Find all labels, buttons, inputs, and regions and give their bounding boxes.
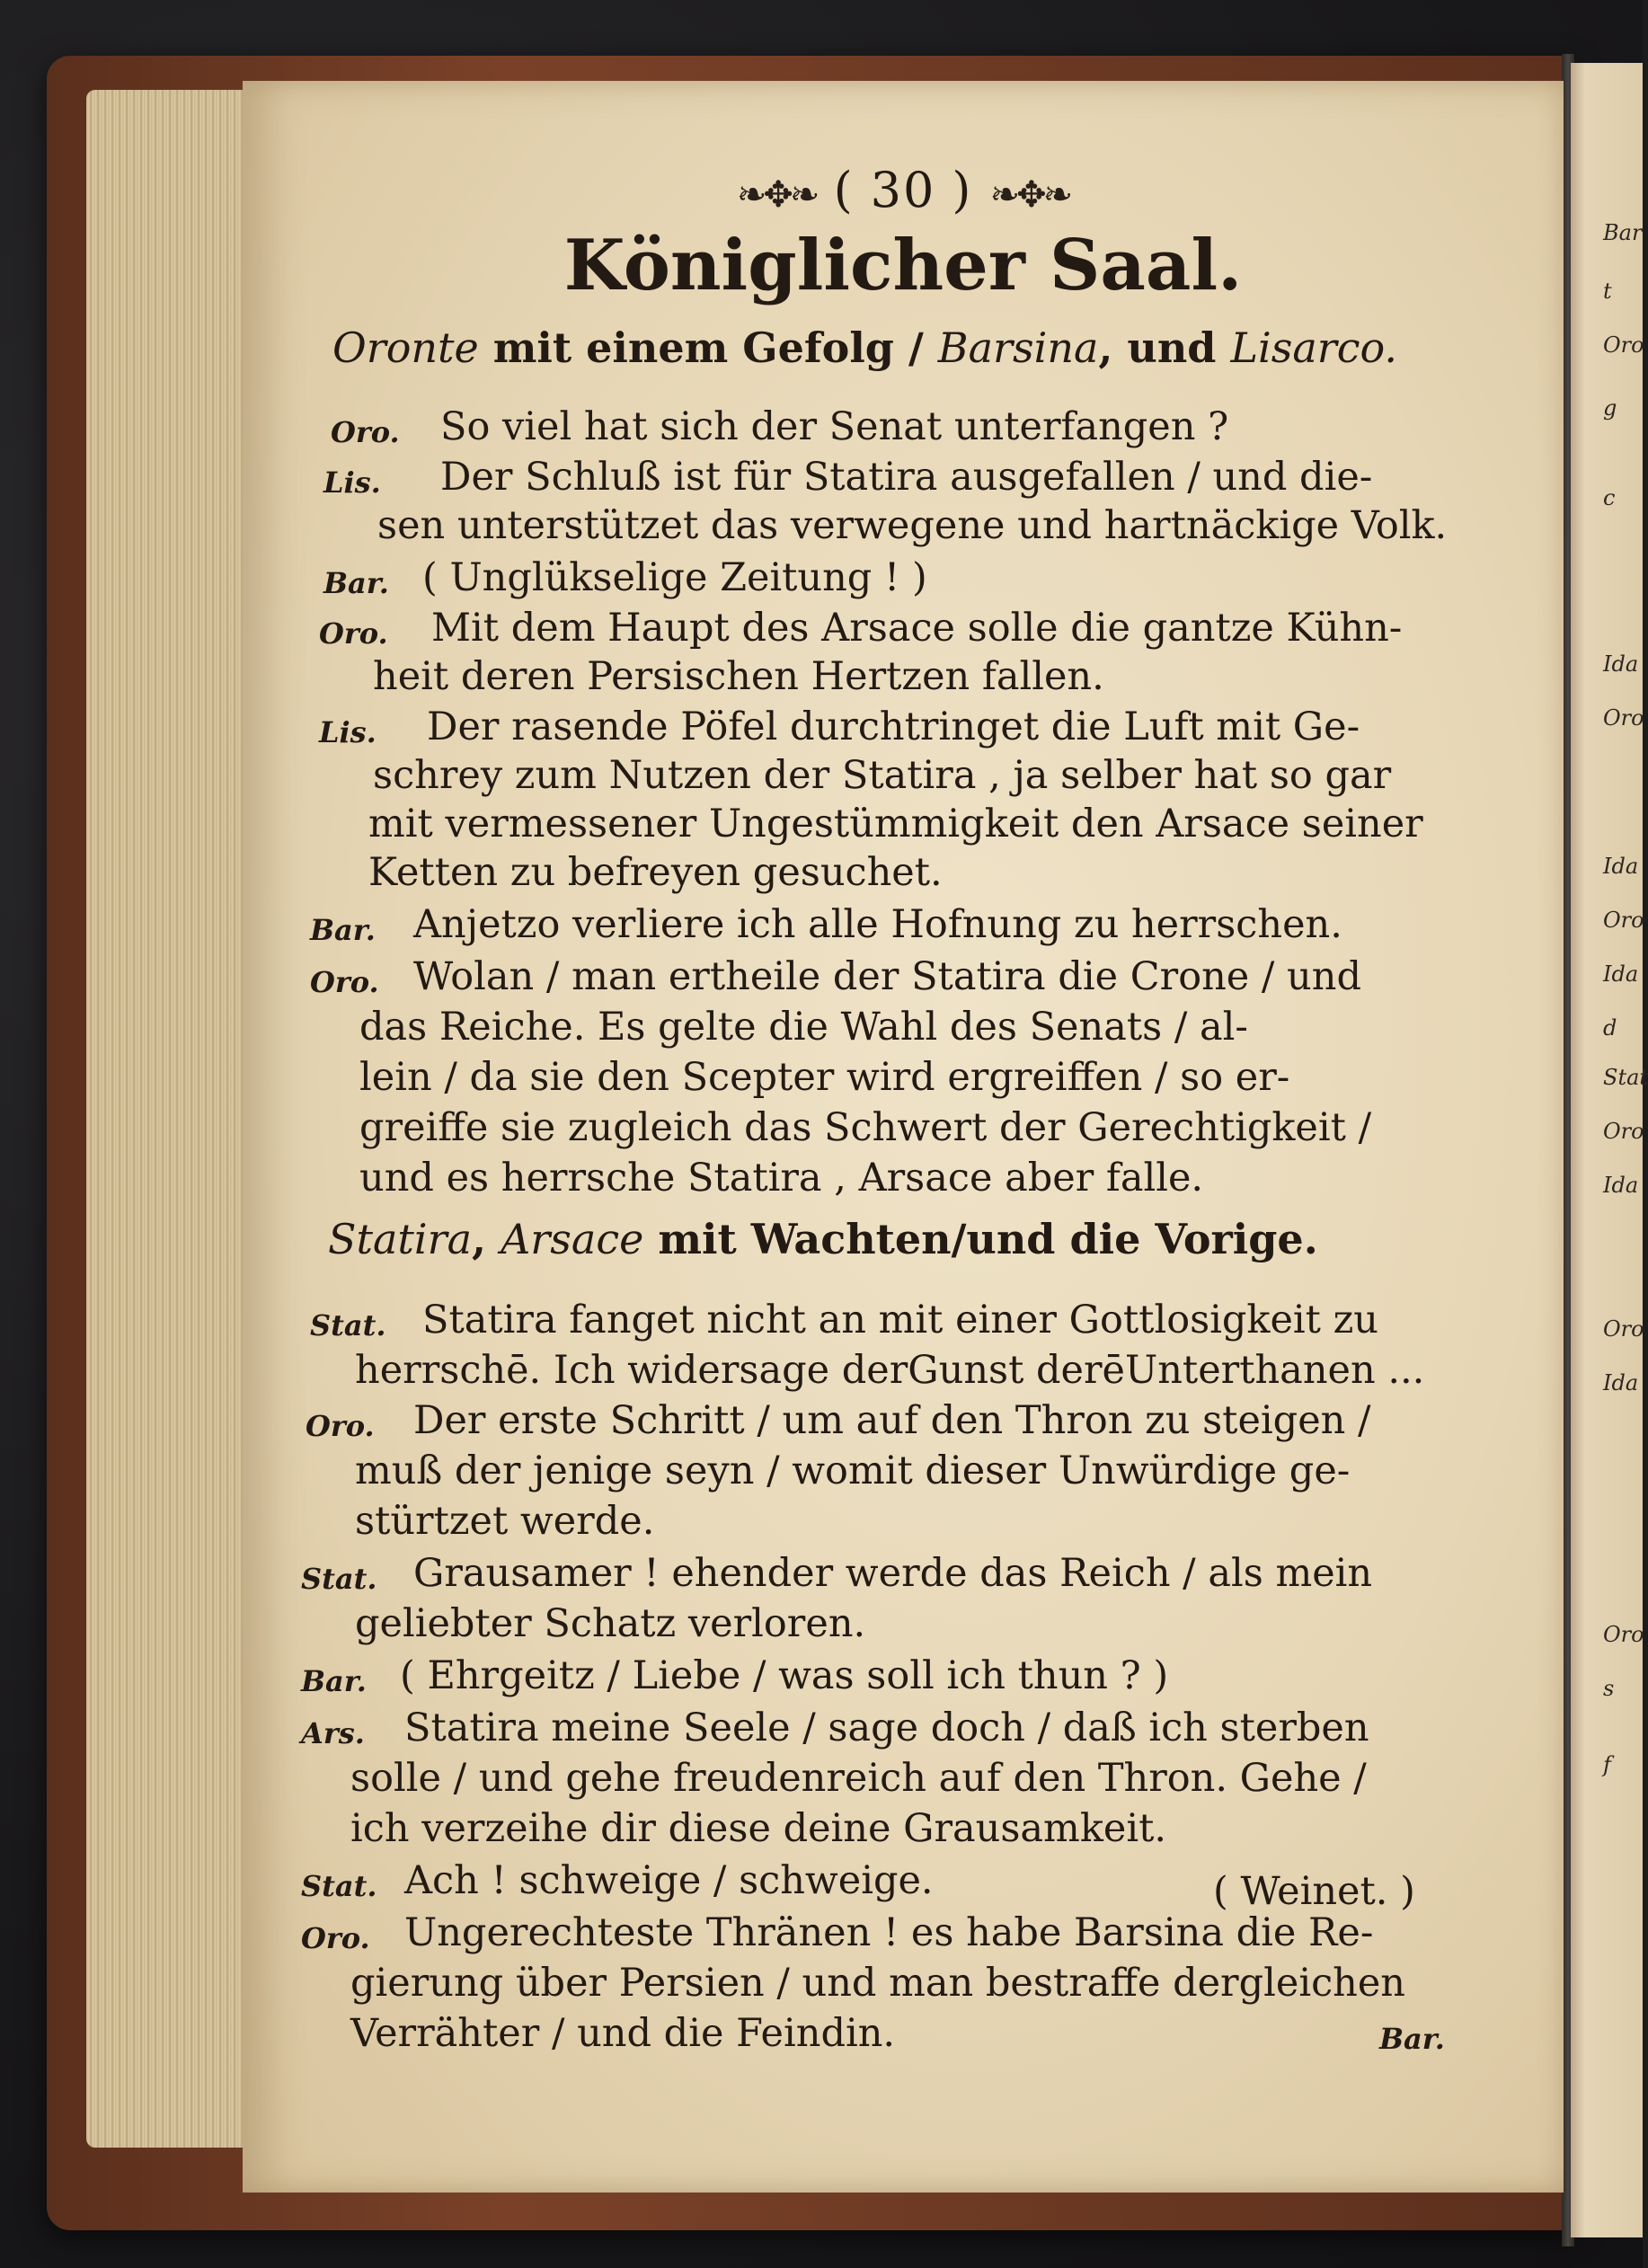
page-edges [86, 90, 266, 2148]
facing-fragment: g [1603, 395, 1617, 421]
dialogue-line: Statira meine Seele / sage doch / daß ich sterben [404, 1705, 1369, 1750]
cast-list-1 [332, 323, 1397, 372]
cast-name: Lisarco. [1230, 323, 1398, 372]
dialogue-line: geliebter Schatz verloren. [355, 1601, 866, 1646]
paren-close: ) [952, 162, 973, 218]
facing-fragment: Bar [1603, 220, 1643, 245]
speaker-label: Bar. [301, 1664, 367, 1698]
speaker-label: Lis. [319, 715, 377, 749]
dialogue-line: Ketten zu befreyen gesuchet. [368, 850, 943, 895]
speaker-label: Ars. [301, 1716, 365, 1750]
cast-name: Oronte [332, 323, 479, 372]
speaker-label: Oro. [306, 1409, 375, 1443]
speaker-label: Bar. [323, 566, 389, 600]
dialogue-line: So viel hat sich der Senat unterfangen ? [440, 404, 1229, 449]
dialogue-line: und es herrsche Statira , Arsace aber falle. [359, 1156, 1204, 1200]
dialogue-line: Anjetzo verliere ich alle Hofnung zu herrschen. [413, 902, 1342, 947]
speaker-label: Oro. [301, 1921, 370, 1955]
speaker-label: Oro. [331, 415, 400, 449]
cast-list-2 [328, 1215, 1318, 1263]
facing-fragment: Ida [1603, 1173, 1639, 1198]
dialogue-line: heit deren Persischen Hertzen fallen. [373, 654, 1104, 699]
dialogue-line: Ungerechteste Thränen ! es habe Barsina die Re- [404, 1910, 1374, 1955]
dialogue-line: stürtzet werde. [355, 1499, 655, 1544]
facing-fragment: Oro [1603, 1622, 1644, 1647]
cast-text: mit einem Gefolg / [478, 323, 938, 372]
catchword: Bar. [1379, 2022, 1445, 2056]
facing-fragment: Stat [1603, 1065, 1648, 1090]
dialogue-line: Der erste Schritt / um auf den Thron zu steigen / [413, 1398, 1371, 1443]
dialogue-line: lein / da sie den Scepter wird ergreiffen / so er- [359, 1055, 1290, 1100]
dialogue-line: solle / und gehe freudenreich auf den Thron. Gehe / [350, 1756, 1367, 1801]
dialogue-line: schrey zum Nutzen der Statira , ja selber hat so gar [373, 753, 1392, 798]
cast-text: mit Wachten/und die Vorige. [643, 1215, 1318, 1263]
dialogue-line: Ach ! schweige / schweige. [404, 1858, 934, 1903]
cast-text: , und [1098, 323, 1231, 372]
book-page [243, 81, 1564, 2193]
dialogue-line: greiffe sie zugleich das Schwert der Gerechtigkeit / [359, 1105, 1372, 1150]
dialogue-line: ( Unglükselige Zeitung ! ) [422, 555, 927, 600]
facing-fragment: t [1603, 279, 1612, 304]
dialogue-line: herrschē. Ich widersage derGunst derēUnterthanen ... [355, 1348, 1425, 1393]
speaker-label: Stat. [301, 1562, 377, 1596]
facing-fragment: Oro [1603, 908, 1644, 933]
dialogue-line: das Reiche. Es gelte die Wahl des Senats / al- [359, 1005, 1248, 1050]
speaker-label: Oro. [319, 616, 388, 651]
ornament-right-icon: ❧✥❧ [989, 174, 1070, 216]
dialogue-line: muß der jenige seyn / womit dieser Unwürdige ge- [355, 1449, 1351, 1493]
facing-fragment: Oro [1603, 1119, 1644, 1144]
speaker-label: Oro. [310, 965, 379, 999]
speaker-label: Lis. [323, 465, 381, 500]
cast-name: Barsina [937, 323, 1099, 372]
cast-text: , [472, 1215, 501, 1263]
dialogue-line: Der rasende Pöfel durchtringet die Luft mit Ge- [427, 704, 1360, 749]
facing-fragment: Oro [1603, 705, 1644, 731]
dialogue-line: Statira fanget nicht an mit einer Gottlosigkeit zu [422, 1298, 1378, 1342]
dialogue-line: Der Schluß ist für Statira ausgefallen / und die- [440, 455, 1373, 500]
cast-name: Statira [328, 1215, 473, 1263]
page-header [243, 162, 1564, 218]
dialogue-line: ich verzeihe dir diese deine Grausamkeit. [350, 1806, 1167, 1851]
paren-open: ( [833, 162, 855, 218]
facing-fragment: Oro [1603, 1316, 1644, 1342]
scene-title: Königlicher Saal. [563, 225, 1243, 306]
dialogue-line: Wolan / man ertheile der Statira die Crone / und [413, 954, 1361, 999]
page-number: 30 [870, 162, 936, 218]
dialogue-line: gierung über Persien / und man bestraffe dergleichen [350, 1961, 1405, 2006]
speaker-label: Stat. [301, 1869, 377, 1903]
facing-fragment: Ida [1603, 854, 1639, 879]
facing-fragment: Ida [1603, 1370, 1639, 1395]
facing-fragment: Oro [1603, 332, 1644, 358]
dialogue-line: sen unterstützet das verwegene und hartnäckige Volk. [377, 503, 1448, 548]
facing-fragment: c [1603, 485, 1616, 510]
dialogue-line: Mit dem Haupt des Arsace solle die gantze Kühn- [431, 606, 1403, 651]
cast-name: Arsace [501, 1215, 644, 1263]
ornament-left-icon: ❧✥❧ [736, 174, 817, 216]
speaker-label: Bar. [310, 913, 376, 947]
facing-fragment: d [1603, 1015, 1617, 1041]
facing-fragment: s [1603, 1676, 1615, 1701]
dialogue-line: Grausamer ! ehender werde das Reich / als mein [413, 1551, 1373, 1596]
facing-fragment: f [1603, 1752, 1611, 1777]
facing-fragment: Ida [1603, 651, 1639, 677]
speaker-label: Stat. [310, 1308, 386, 1342]
facing-fragment: Ida [1603, 961, 1639, 987]
facing-page [1571, 63, 1648, 2237]
stage-direction: ( Weinet. ) [1213, 1869, 1415, 1914]
dialogue-line: ( Ehrgeitz / Liebe / was soll ich thun ? ) [400, 1653, 1169, 1698]
dialogue-line: Verrähter / und die Feindin. [350, 2011, 896, 2056]
dialogue-line: mit vermessener Ungestümmigkeit den Arsace seiner [368, 802, 1423, 846]
